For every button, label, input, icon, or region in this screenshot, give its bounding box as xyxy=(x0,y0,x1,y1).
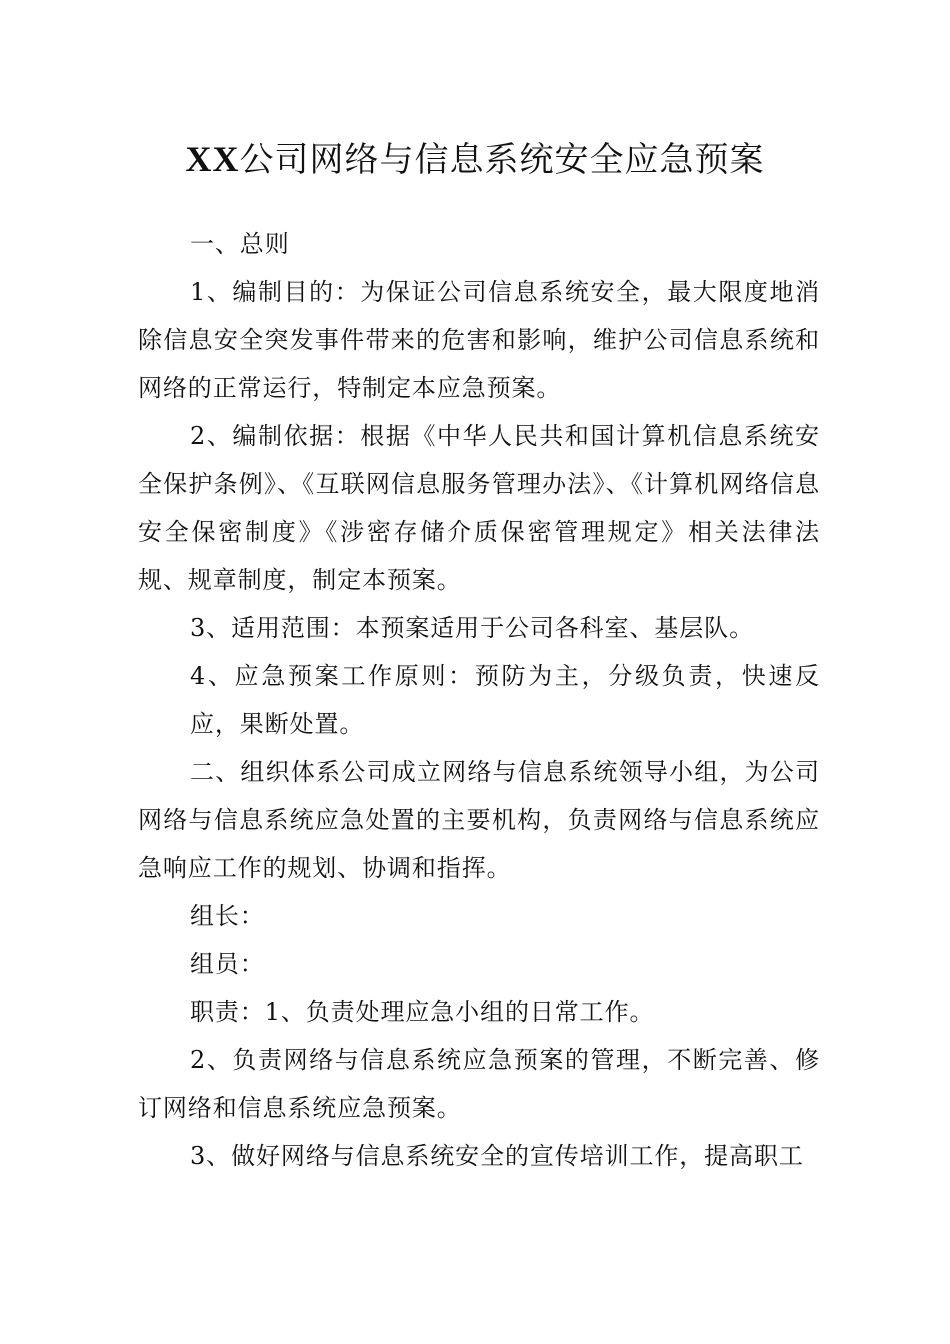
paragraph-principles: 4、应急预案工作原则：预防为主，分级负责，快速反应，果断处置。 xyxy=(190,662,820,738)
document-title-prefix: XX xyxy=(185,139,240,179)
paragraph-members: 组员： xyxy=(190,950,265,978)
document-body xyxy=(138,220,820,1180)
document-title xyxy=(0,135,950,184)
paragraph-leader: 组长： xyxy=(190,902,265,930)
paragraph-basis: 2、编制依据：根据《中华人民共和国计算机信息系统安全保护条例》、《互联网信息服务管理办法》、《计算机网络信息安全保密制度》《涉密存储介质保密管理规定》相关法律法规、规章制度，制定本预案。 xyxy=(138,422,820,594)
section-heading-general: 一、总则 xyxy=(190,230,290,258)
paragraph-scope: 3、适用范围：本预案适用于公司各科室、基层队。 xyxy=(190,614,754,642)
paragraph-duty-3: 3、做好网络与信息系统安全的宣传培训工作，提高职工 xyxy=(190,1142,804,1170)
paragraph-purpose: 1、编制目的：为保证公司信息系统安全，最大限度地消除信息安全突发事件带来的危害和影响，维护公司信息系统和网络的正常运行，特制定本应急预案。 xyxy=(138,278,820,402)
document-title-main: 公司网络与信息系统安全应急预案 xyxy=(239,140,765,180)
paragraph-duty-2: 2、负责网络与信息系统应急预案的管理，不断完善、修订网络和信息系统应急预案。 xyxy=(138,1046,820,1122)
paragraph-organization: 二、组织体系公司成立网络与信息系统领导小组，为公司网络与信息系统应急处置的主要机构，负责网络与信息系统应急响应工作的规划、协调和指挥。 xyxy=(138,758,820,882)
paragraph-duty-1: 职责：1、负责处理应急小组的日常工作。 xyxy=(190,998,655,1026)
